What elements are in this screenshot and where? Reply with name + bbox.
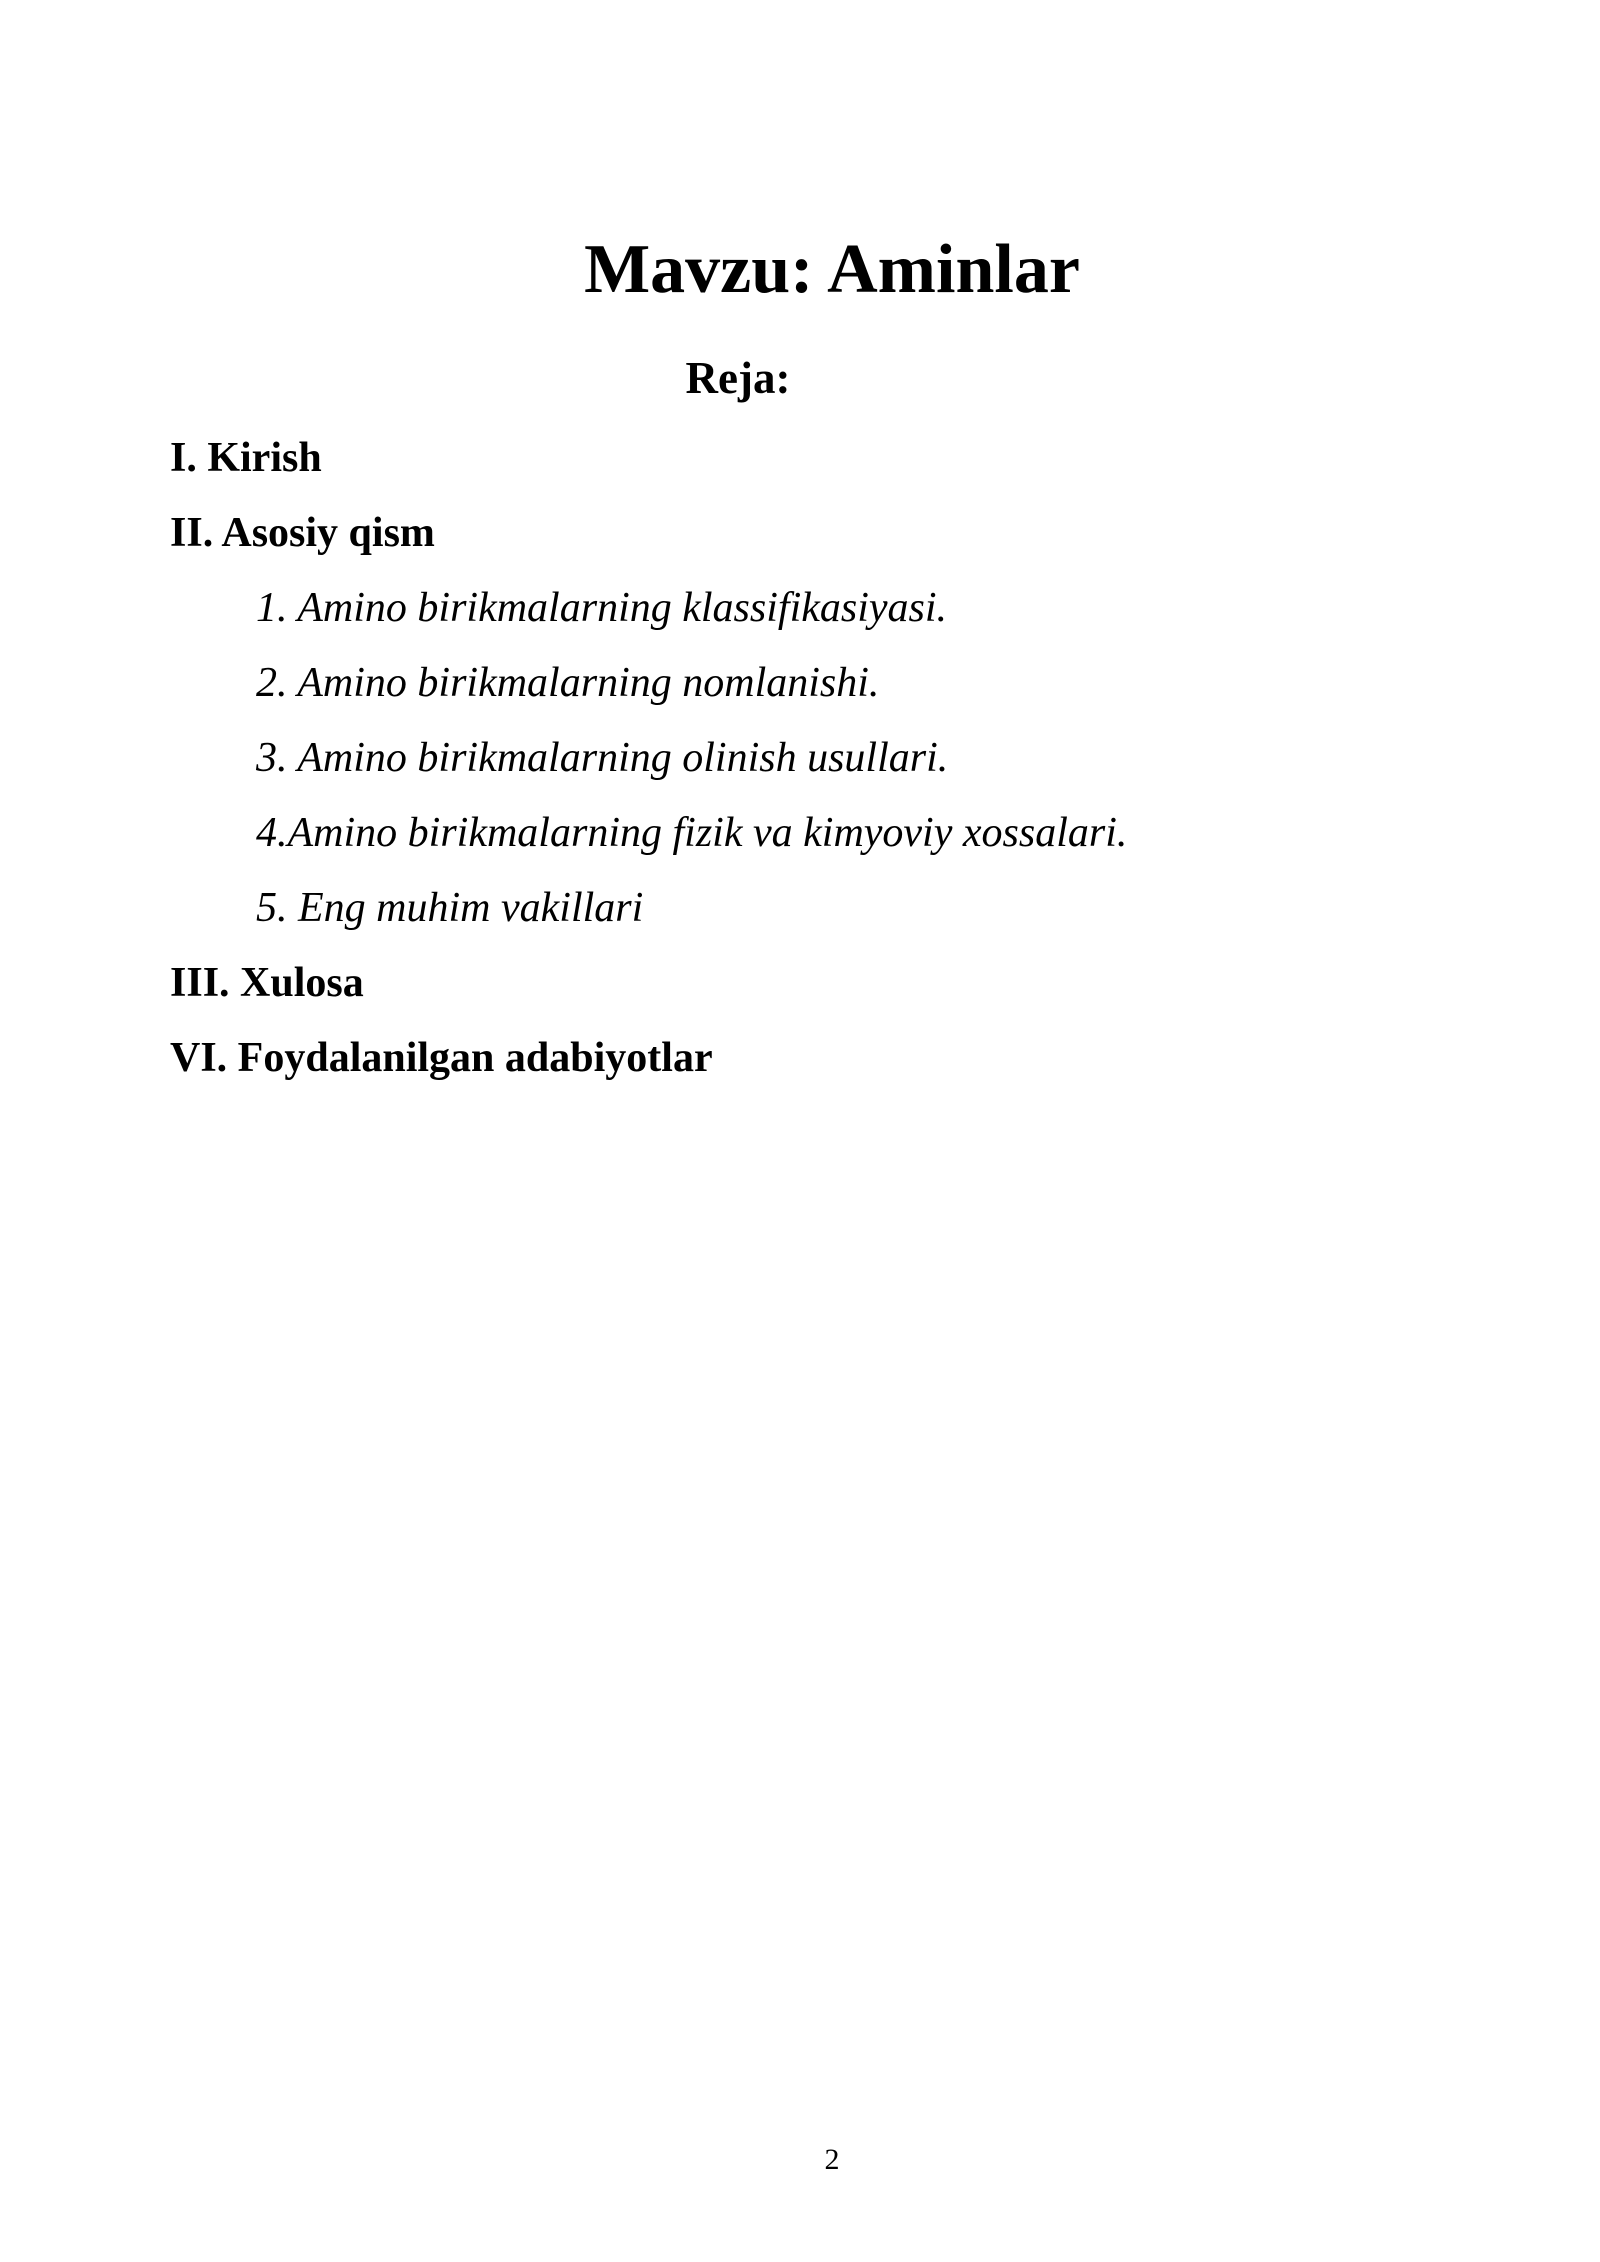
section-introduction: I. Kirish: [170, 435, 322, 481]
page-title: Mavzu: Aminlar: [584, 231, 1080, 308]
section-references: VI. Foydalanilgan adabiyotlar: [170, 1035, 713, 1081]
subsection-item: 2. Amino birikmalarning nomlanishi.: [256, 660, 880, 706]
page-number: 2: [824, 2143, 840, 2176]
subsection-item: 3. Amino birikmalarning olinish usullari.: [256, 735, 949, 781]
section-conclusion: III. Xulosa: [170, 960, 364, 1006]
subsection-item: 1. Amino birikmalarning klassifikasiyasi.: [256, 585, 948, 631]
subsection-item: 4.Amino birikmalarning fizik va kimyoviy xossalari.: [256, 810, 1128, 856]
plan-heading: Reja:: [685, 353, 791, 403]
section-main-part: II. Asosiy qism: [170, 510, 435, 556]
subsection-item: 5. Eng muhim vakillari: [256, 885, 644, 931]
